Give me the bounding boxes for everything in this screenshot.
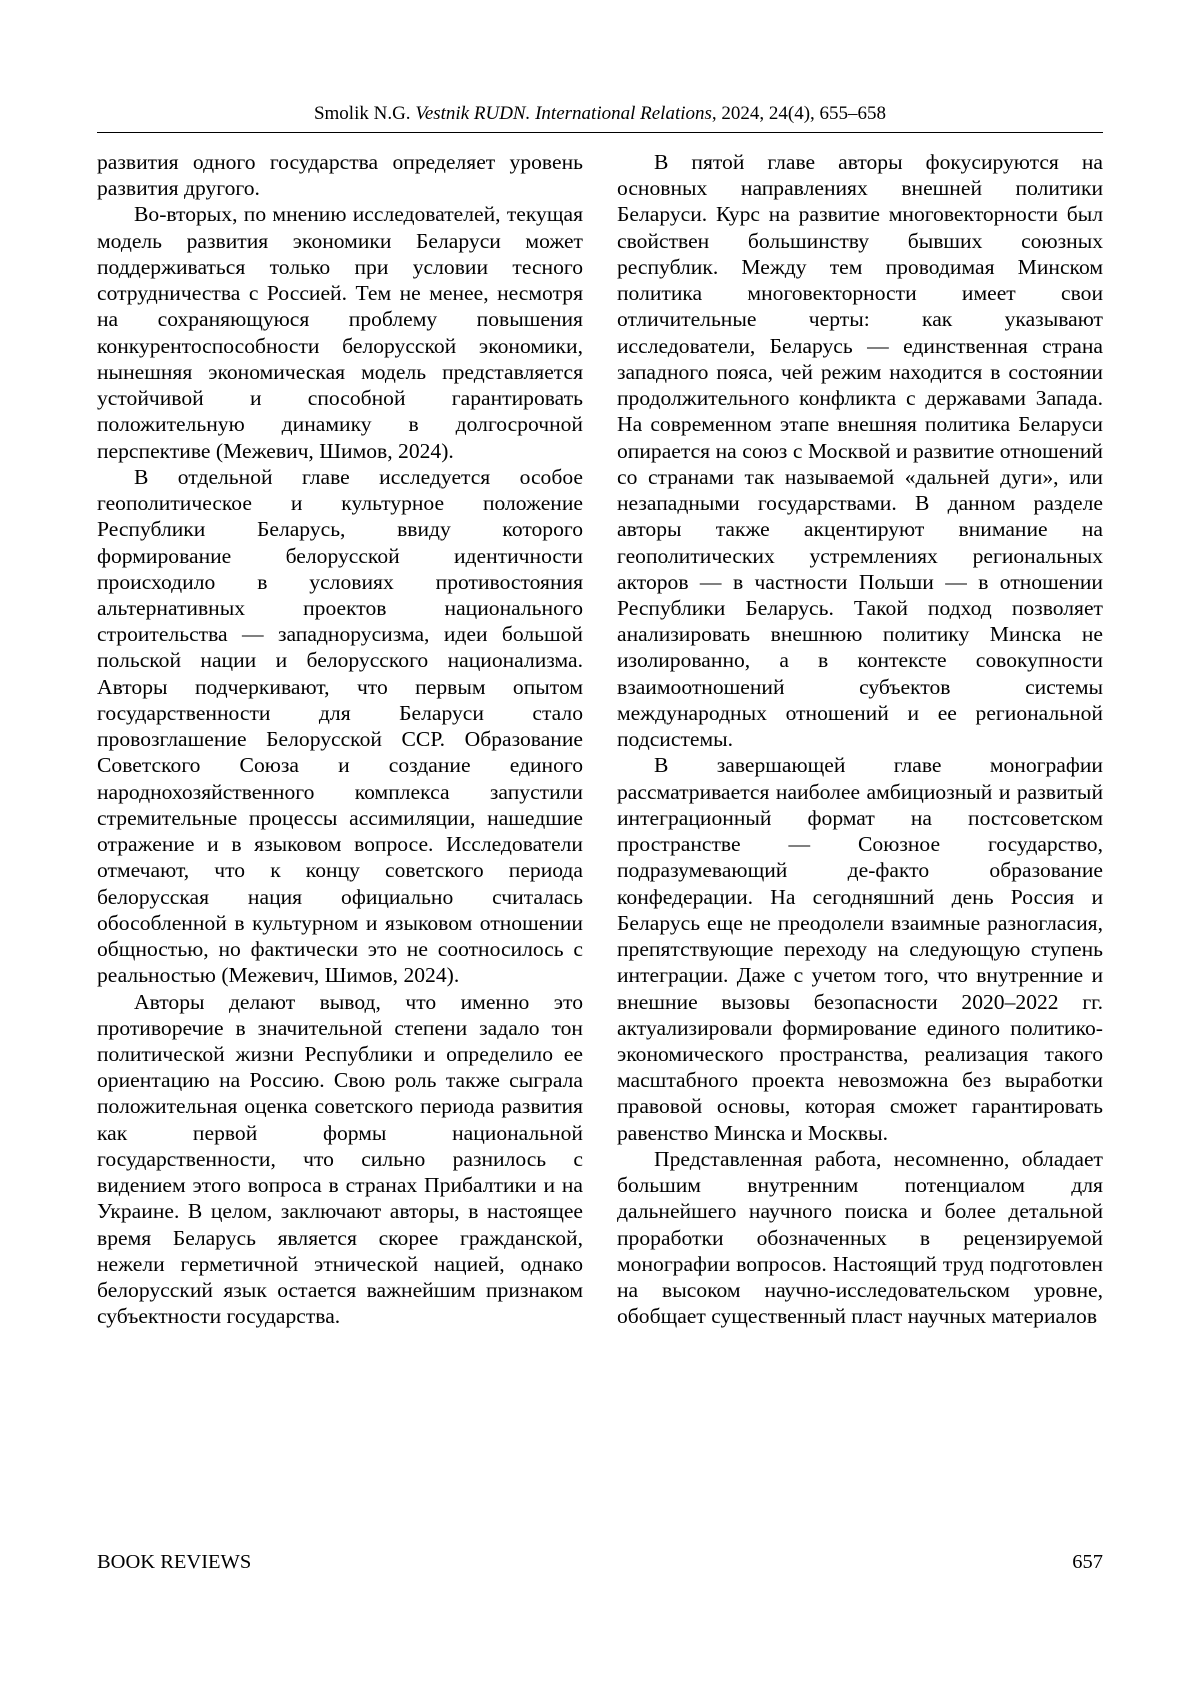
footer-section-label: BOOK REVIEWS xyxy=(97,1551,252,1573)
article-body xyxy=(97,149,1103,1330)
running-head xyxy=(97,103,1103,125)
running-head-author: Smolik N.G. xyxy=(313,103,416,124)
paragraph: В отдельной главе исследуется особое геополитическое и культурное положение Республики Беларусь, ввиду которого формирование белорусской идентичности происходило в условиях противостояния альтернативных проектов национального строительства — западнорусизма, идеи большой польской нации и белорусского национализма. Авторы подчеркивают, что первым опытом государственности для Беларуси стало провозглашение Белорусской ССР. Образование Советского Союза и создание единого народнохозяйственного комплекса запустили стремительные процессы ассимиляции, нашедшие отражение и в языковом вопросе. Исследователи отмечают, что к концу советского периода белорусская нация официально считалась обособленной в культурном и языковом отношении общностью, но фактически это не соотносилось с реальностью (Межевич, Шимов, 2024). xyxy=(97,464,583,988)
paragraph: В завершающей главе монографии рассматривается наиболее амбициозный и развитый интеграционный формат на постсоветском пространстве — Союзное государство, подразумевающий де-факто образование конфедерации. На сегодняшний день Россия и Беларусь еще не преодолели взаимные разногласия, препятствующие переходу на следующую ступень интеграции. Даже с учетом того, что внутренние и внешние вызовы безопасности 2020–2022 гг. актуализировали формирование единого политико-экономического пространства, реализация такого масштабного проекта невозможна без выработки правовой основы, которая сможет гарантировать равенство Минска и Москвы. xyxy=(617,753,1103,1145)
paragraph: Авторы делают вывод, что именно это противоречие в значительной степени задало тон политической жизни Республики и определило ее ориентацию на Россию. Свою роль также сыграла положительная оценка советского периода развития как первой формы национальной государственности, что сильно разнилось с видением этого вопроса в странах Прибалтики и на Украине. В целом, заключают авторы, в настоящее время Беларусь является скорее гражданской, нежели герметичной этнической нацией, однако белорусский язык остается важнейшим признаком субъектности государства. xyxy=(97,989,583,1329)
paragraph: Представленная работа, несомненно, обладает большим внутренним потенциалом для дальнейшего научного поиска и более детальной проработки обозначенных в рецензируемой монографии вопросов. Настоящий труд подготовлен на высоком научно-исследовательском уровне, обобщает существенный пласт научных материалов xyxy=(617,1146,1103,1329)
right-column xyxy=(617,149,1103,1330)
page-number: 657 xyxy=(1072,1551,1103,1573)
paragraph: Во-вторых, по мнению исследователей, текущая модель развития экономики Беларуси может поддерживаться только при условии тесного сотрудничества с Россией. Тем не менее, несмотря на сохраняющуюся проблему повышения конкурентоспособности белорусской экономики, нынешняя экономическая модель представляется устойчивой и способной гарантировать положительную динамику в долгосрочной перспективе (Межевич, Шимов, 2024). xyxy=(97,202,583,463)
running-head-issue-info: , 2024, 24(4), 655–658 xyxy=(711,103,887,124)
header-divider-rule xyxy=(97,132,1103,133)
paragraph: В пятой главе авторы фокусируются на основных направлениях внешней политики Беларуси. Курс на развитие многовекторности был свойствен большинству бывших союзных республик. Между тем проводимая Минском политика многовекторности имеет свои отличительные черты: как указывают исследователи, Беларусь — единственная страна западного пояса, чей режим находится в состоянии продолжительного конфликта с державами Запада. На современном этапе внешняя политика Беларуси опирается на союз с Москвой и развитие отношений со странами так называемой «дальней дуги», или незападными государствами. В данном разделе авторы также акцентируют внимание на геополитических устремлениях региональных акторов — в частности Польши — в отношении Республики Беларусь. Такой подход позволяет анализировать внешнюю политику Минска не изолированно, а в контексте совокупности взаимоотношений субъектов системы международных отношений и ее региональной подсистемы. xyxy=(617,150,1103,752)
paragraph: развития одного государства определяет уровень развития другого. xyxy=(97,150,583,201)
running-head-journal-title: Vestnik RUDN. International Relations xyxy=(415,103,712,124)
page-footer xyxy=(97,1551,1103,1574)
left-column xyxy=(97,149,583,1330)
